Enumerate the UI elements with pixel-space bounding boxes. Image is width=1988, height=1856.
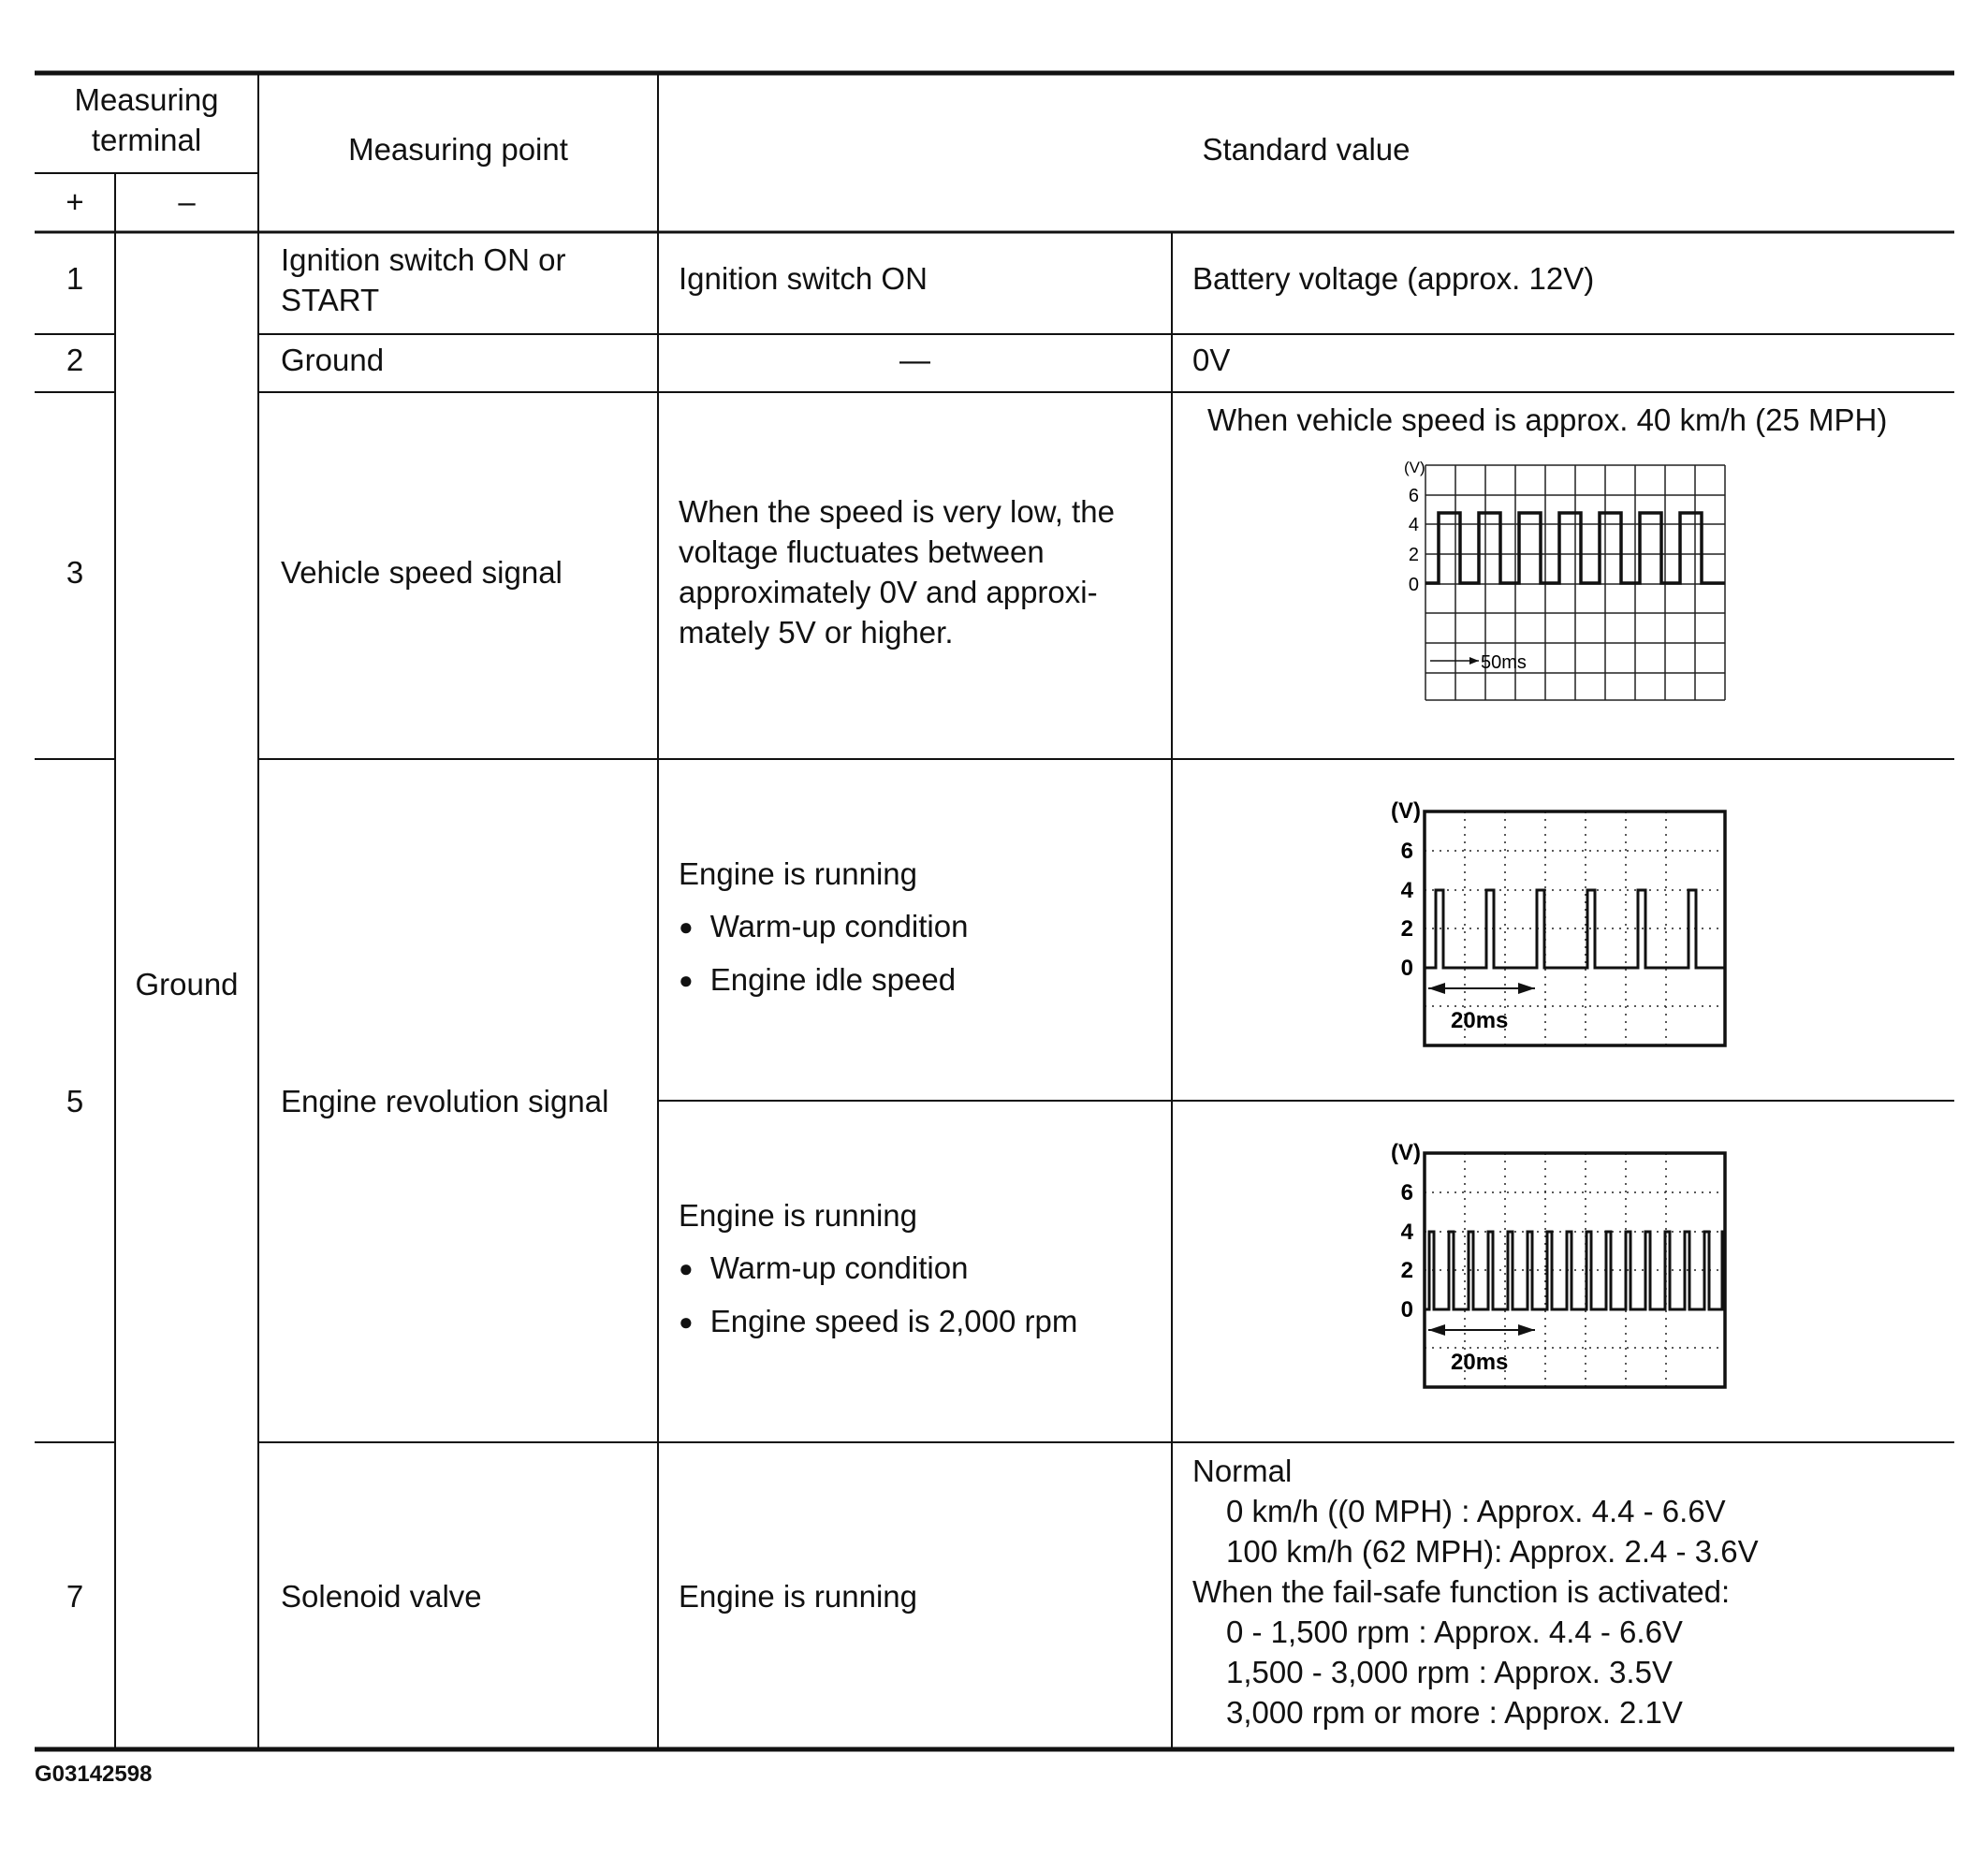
value-failsafe-mid: 1,500 - 3,000 rpm : Approx. 3.5V <box>1226 1655 1673 1689</box>
value-speed-title: When vehicle speed is approx. 40 km/h (25 MPH) <box>1207 402 1888 437</box>
value-battery-voltage: Battery voltage (approx. 12V) <box>1192 261 1595 296</box>
value-0v: 0V <box>1192 343 1231 377</box>
condition-2000-bullet-2: ● Engine speed is 2,000 rpm <box>679 1301 1077 1344</box>
terminal-2: 2 <box>66 343 84 377</box>
svg-text:0: 0 <box>1400 1297 1413 1323</box>
point-ignition-switch: Ignition switch ON or START <box>281 242 566 317</box>
svg-text:(V): (V) <box>1404 459 1425 476</box>
condition-speed-line-1: When the speed is very low, the <box>679 494 1115 529</box>
condition-ignition-on: Ignition switch ON <box>679 261 928 296</box>
terminal-1: 1 <box>66 261 84 296</box>
svg-text:50ms: 50ms <box>1481 652 1527 673</box>
svg-text:20ms: 20ms <box>1451 1008 1509 1033</box>
svg-text:4: 4 <box>1408 515 1419 535</box>
svg-text:4: 4 <box>1400 878 1413 903</box>
condition-idle-bullet-2: ● Engine idle speed <box>679 959 956 1002</box>
terminal-3: 3 <box>66 555 84 590</box>
svg-text:20ms: 20ms <box>1451 1350 1509 1375</box>
condition-2000-title: Engine is running <box>679 1198 918 1233</box>
point-engine-revolution-signal: Engine revolution signal <box>281 1084 609 1118</box>
condition-idle-title: Engine is running <box>679 856 918 891</box>
condition-speed-line-2: voltage fluctuates between <box>679 534 1045 569</box>
value-normal-100kmh: 100 km/h (62 MPH): Approx. 2.4 - 3.6V <box>1226 1534 1759 1569</box>
value-failsafe-high: 3,000 rpm or more : Approx. 2.1V <box>1226 1695 1683 1730</box>
header-measuring-point: Measuring point <box>348 132 568 167</box>
svg-text:0: 0 <box>1400 956 1413 981</box>
condition-engine-running: Engine is running <box>679 1579 918 1614</box>
svg-text:(V): (V) <box>1391 798 1421 824</box>
svg-text:4: 4 <box>1400 1220 1413 1245</box>
condition-speed-line-4: mately 5V or higher. <box>679 615 954 650</box>
value-failsafe: When the fail-safe function is activated: <box>1192 1574 1731 1609</box>
svg-text:2: 2 <box>1400 916 1413 942</box>
svg-text:2: 2 <box>1408 545 1419 565</box>
point-ground: Ground <box>281 343 385 377</box>
condition-2000-bullet-1: ● Warm-up condition <box>679 1248 968 1291</box>
value-normal-0kmh: 0 km/h ((0 MPH) : Approx. 4.4 - 6.6V <box>1226 1494 1726 1528</box>
svg-text:6: 6 <box>1400 839 1413 864</box>
svg-text:2: 2 <box>1400 1258 1413 1283</box>
condition-idle-bullet-1: ● Warm-up condition <box>679 906 968 949</box>
waveform-engine-idle <box>1385 796 1741 1053</box>
header-standard-value: Standard value <box>1202 132 1411 167</box>
svg-text:(V): (V) <box>1391 1140 1421 1165</box>
terminal-7: 7 <box>66 1579 84 1614</box>
value-normal: Normal <box>1192 1454 1293 1488</box>
svg-text:6: 6 <box>1400 1180 1413 1206</box>
header-measuring-terminal: Measuring terminal <box>74 82 219 157</box>
value-failsafe-low: 0 - 1,500 rpm : Approx. 4.4 - 6.6V <box>1226 1615 1683 1649</box>
condition-speed-line-3: approximately 0V and approxi- <box>679 575 1098 609</box>
header-plus: + <box>66 184 84 219</box>
header-minus: – <box>178 184 196 219</box>
waveform-vehicle-speed <box>1385 454 1732 707</box>
svg-text:0: 0 <box>1408 575 1419 595</box>
waveform-engine-2000rpm <box>1385 1137 1741 1395</box>
condition-none: — <box>899 343 930 377</box>
figure-code: G03142598 <box>35 1761 153 1787</box>
point-solenoid-valve: Solenoid valve <box>281 1579 482 1614</box>
point-vehicle-speed-signal: Vehicle speed signal <box>281 555 563 590</box>
svg-text:6: 6 <box>1408 486 1419 506</box>
ground-label: Ground <box>135 967 239 1001</box>
terminal-5: 5 <box>66 1084 84 1118</box>
